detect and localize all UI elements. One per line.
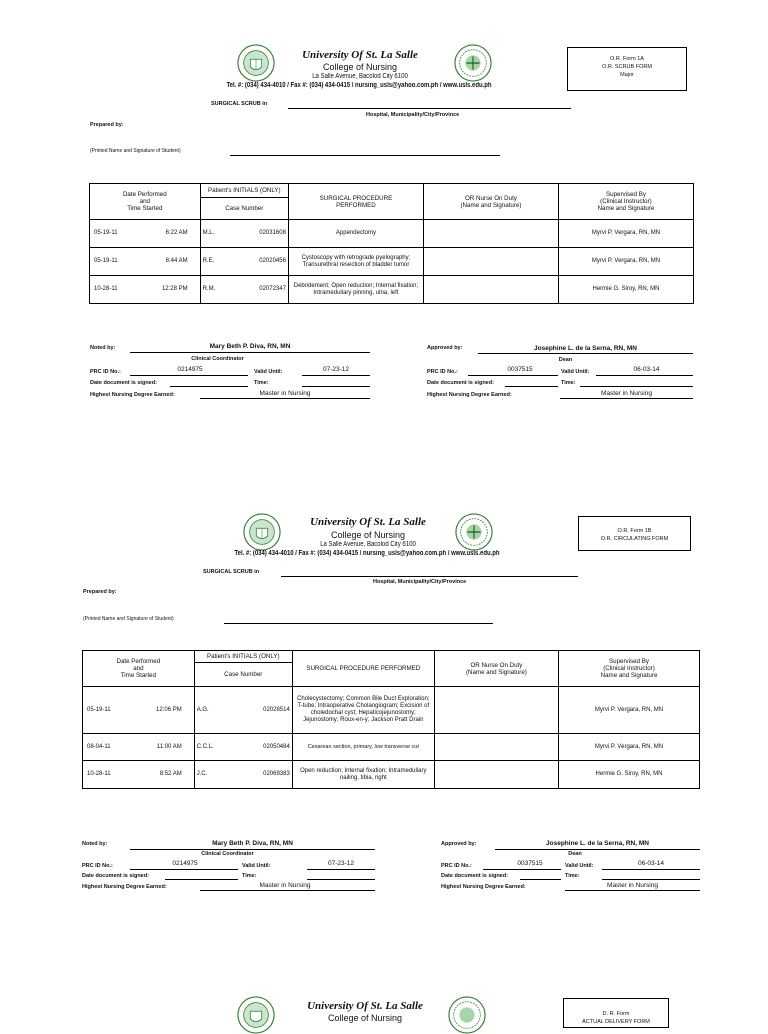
approved-valid-line: [596, 375, 693, 376]
procedure-cell: Open reduction; Internal fixation; Intramedullary nailing, tibia, right: [292, 761, 434, 789]
initials-cell: J.C.: [194, 761, 234, 789]
approved-valid-line: [602, 869, 700, 870]
university-name: University Of St. La Salle: [302, 49, 418, 61]
approved-degree-value: Master in Nursing: [601, 390, 652, 397]
approved-prc-label: PRC ID No.:: [441, 863, 472, 869]
approved-name: Josephine L. de la Serna, RN, MN: [534, 345, 637, 352]
case-cell: 02020456: [239, 248, 289, 276]
approved-title: Dean: [558, 357, 573, 363]
approved-name: Josephine L. de la Serna, RN, MN: [546, 840, 649, 847]
col-procedure-header: SURGICAL PROCEDURE PERFORMED: [288, 184, 423, 220]
noted-degree-value: Master in Nursing: [259, 390, 311, 397]
table-row: [90, 220, 694, 248]
approved-degree-line: [560, 398, 693, 399]
scrub-table: [89, 183, 694, 304]
college-name: College of Nursing: [327, 1013, 403, 1023]
approved-prc-value: 0037515: [507, 366, 533, 373]
or-nurse-cell[interactable]: [423, 248, 558, 276]
approved-date-signed-line[interactable]: [505, 386, 558, 387]
noted-time-label: Time:: [242, 873, 257, 879]
col-procedure-header: SURGICAL PROCEDURE PERFORMED: [292, 651, 434, 687]
or-nurse-cell[interactable]: [434, 734, 558, 761]
approved-date-signed-label: Date document is signed:: [441, 873, 508, 879]
case-cell: 02050484: [234, 734, 292, 761]
hospital-caption: Hospital, Municipality/City/Province: [366, 112, 460, 118]
supervisor-cell: Myrvi P. Vergara, RN, MN: [558, 248, 693, 276]
noted-date-signed-label: Date document is signed:: [82, 873, 149, 879]
university-seal-icon: [237, 44, 275, 82]
noted-valid-line: [302, 375, 370, 376]
col-or-nurse-header: OR Nurse On Duty (Name and Signature): [434, 651, 558, 687]
approved-time-line[interactable]: [580, 386, 693, 387]
noted-degree-label: Highest Nursing Degree Earned:: [90, 392, 175, 398]
form-category: Major: [620, 72, 634, 78]
approved-prc-label: PRC ID No.:: [427, 369, 458, 375]
date-cell: 05-19-11 6:22 AM: [90, 220, 201, 248]
date-cell: 08-04-11 11:00 AM: [83, 734, 195, 761]
col-supervised-header: Supervised By (Clinical Instructor) Name and Signature: [558, 184, 693, 220]
form-id-box: [578, 516, 691, 551]
approved-signature-line[interactable]: [478, 353, 693, 354]
supervisor-cell: Myrvi P. Vergara, RN, MN: [559, 734, 700, 761]
noted-by-label: Noted by:: [82, 841, 108, 847]
date-cell: 05-19-11 12:06 PM: [83, 687, 195, 734]
approved-degree-label: Highest Nursing Degree Earned:: [441, 884, 526, 890]
noted-valid-line: [307, 869, 375, 870]
date-cell: 05-19-11 8:44 AM: [90, 248, 201, 276]
col-date-header: Date Performed and Time Started: [90, 184, 201, 220]
noted-prc-value: 0214975: [172, 860, 198, 867]
table-row: [90, 276, 694, 304]
university-name: University Of St. La Salle: [310, 516, 426, 528]
noted-degree-label: Highest Nursing Degree Earned:: [82, 884, 167, 890]
approved-time-line[interactable]: [602, 879, 700, 880]
or-nurse-cell[interactable]: [423, 220, 558, 248]
approved-prc-line: [468, 375, 558, 376]
nursing-seal-icon: [455, 513, 493, 551]
noted-valid-value: 07-23-12: [322, 366, 350, 373]
hospital-caption: Hospital, Municipality/City/Province: [373, 579, 467, 585]
date-cell: 10-28-11 12:28 PM: [90, 276, 201, 304]
nursing-seal-icon: [454, 44, 492, 82]
or-nurse-cell[interactable]: [434, 687, 558, 734]
university-seal-icon: [237, 996, 275, 1034]
noted-valid-label: Valid Until:: [242, 863, 271, 869]
noted-prc-label: PRC ID No.:: [90, 369, 121, 375]
supervisor-cell: Myrvi P. Vergara, RN, MN: [558, 220, 693, 248]
address: La Salle Avenue, Bacolod City 6100: [320, 541, 416, 548]
college-name: College of Nursing: [330, 530, 406, 540]
university-name: University Of St. La Salle: [307, 1000, 423, 1012]
noted-title: Clinical Coordinator: [201, 851, 254, 857]
col-or-nurse-header: OR Nurse On Duty (Name and Signature): [423, 184, 558, 220]
noted-date-signed-label: Date document is signed:: [90, 380, 157, 386]
col-case-header: Case Number: [194, 663, 292, 687]
table-row: [90, 248, 694, 276]
case-cell: 02031608: [239, 220, 289, 248]
supervisor-cell: Myrvi P. Vergara, RN, MN: [559, 687, 700, 734]
case-cell: 02069383: [234, 761, 292, 789]
noted-degree-value: Master in Nursing: [259, 882, 311, 889]
form-id-box: [567, 47, 687, 91]
surgical-scrub-label: SURGICAL SCRUB in: [211, 101, 268, 107]
circulating-table: [82, 650, 700, 789]
noted-time-line[interactable]: [302, 386, 370, 387]
initials-cell: M.L.: [200, 220, 239, 248]
supervisor-cell: Hermie G. Siroy, RN, MN: [559, 761, 700, 789]
approved-degree-label: Highest Nursing Degree Earned:: [427, 392, 512, 398]
noted-prc-line: [130, 869, 238, 870]
noted-valid-label: Valid Until:: [254, 369, 283, 375]
procedure-cell: Debridement; Open reduction; Internal fixation; Intramedullary pinning, ulna, left: [288, 276, 423, 304]
initials-cell: R.E.: [200, 248, 239, 276]
contact-line: Tel. #: (034) 434-4010 / Fax #: (034) 434-0415 / nursing_usls@yahoo.com.ph / www.usls.edu.ph: [234, 550, 500, 557]
hospital-line[interactable]: [288, 108, 571, 109]
form-number: O.R. Form 1B: [617, 528, 652, 534]
noted-degree-line: [200, 890, 375, 891]
college-name: College of Nursing: [322, 62, 398, 72]
case-cell: 02072347: [239, 276, 289, 304]
noted-name: Mary Beth P. Diva, RN, MN: [212, 840, 293, 847]
col-initials-header: Patient's INITIALS (ONLY): [194, 651, 292, 663]
university-seal-icon: [243, 513, 281, 551]
procedure-cell: Cystoscopy with retrograde pyelography; Transurethral resection of bladder tumor: [288, 248, 423, 276]
nursing-seal-icon: [448, 996, 486, 1034]
initials-cell: C.C.L.: [194, 734, 234, 761]
approved-degree-line: [565, 890, 700, 891]
printed-name-caption: (Printed Name and Signature of Student): [90, 148, 181, 154]
case-cell: 02028514: [234, 687, 292, 734]
hospital-line[interactable]: [281, 576, 578, 577]
procedure-cell: Appendectomy: [288, 220, 423, 248]
printed-name-caption: (Printed Name and Signature of Student): [83, 616, 174, 622]
noted-prc-value: 0214975: [177, 366, 203, 373]
col-supervised-header: Supervised By (Clinical Instructor) Name and Signature: [559, 651, 700, 687]
surgical-scrub-label: SURGICAL SCRUB in: [203, 569, 260, 575]
date-cell: 10-28-11 8:52 AM: [83, 761, 195, 789]
initials-cell: R.M.: [200, 276, 239, 304]
approved-degree-value: Master in Nursing: [607, 882, 658, 889]
noted-by-label: Noted by:: [90, 345, 116, 351]
approved-date-signed-line[interactable]: [520, 879, 561, 880]
form-type: O.R. CIRCULATING FORM: [600, 536, 669, 542]
student-signature-line[interactable]: [224, 623, 493, 624]
procedure-cell: Cholecystectomy; Common Bile Duct Exploration; T-tube; Intraoperative Cholangiogram; Excision of choledochal cyst; Hepaticojejunostomy; Jejunostomy; Roux-en-y; Jackson Pratt Drain: [292, 687, 434, 734]
approved-time-label: Time:: [561, 380, 576, 386]
or-nurse-cell[interactable]: [434, 761, 558, 789]
noted-prc-label: PRC ID No.:: [82, 863, 113, 869]
noted-time-label: Time:: [254, 380, 269, 386]
prepared-by-label: Prepared by:: [83, 589, 117, 595]
col-case-header: Case Number: [200, 198, 288, 220]
approved-valid-label: Valid Until:: [565, 863, 594, 869]
prepared-by-label: Prepared by:: [90, 122, 124, 128]
student-signature-line[interactable]: [230, 155, 500, 156]
approved-prc-line: [483, 869, 561, 870]
supervisor-cell: Hermie G. Siroy, RN, MN: [558, 276, 693, 304]
approved-by-label: Approved by:: [427, 345, 463, 351]
approved-valid-label: Valid Until:: [561, 369, 590, 375]
approved-signature-line[interactable]: [495, 849, 700, 850]
approved-date-signed-label: Date document is signed:: [427, 380, 494, 386]
noted-degree-line: [200, 398, 370, 399]
form-number: D. R. Form: [602, 1011, 630, 1017]
form-type: O.R. SCRUB FORM: [602, 64, 652, 70]
noted-prc-line: [130, 375, 248, 376]
procedure-cell: Cesarean section, primary, low transverse cut: [292, 734, 434, 761]
noted-title: Clinical Coordinator: [191, 356, 244, 362]
noted-date-signed-line[interactable]: [165, 879, 238, 880]
table-row: [83, 761, 700, 789]
noted-valid-value: 07-23-12: [327, 860, 355, 867]
noted-signature-line[interactable]: [130, 849, 375, 850]
noted-name: Mary Beth P. Diva, RN, MN: [209, 343, 291, 350]
approved-valid-value: 06-03-14: [637, 860, 665, 867]
form-type: ACTUAL DELIVERY FORM: [582, 1019, 650, 1025]
approved-title: Dean: [568, 851, 582, 857]
address: La Salle Avenue, Bacolod City 6100: [312, 73, 408, 80]
col-date-header: Date Performed and Time Started: [83, 651, 195, 687]
approved-prc-value: 0037515: [517, 860, 543, 867]
form-number: O.R. Form 1A: [610, 56, 644, 62]
approved-time-label: Time:: [565, 873, 580, 879]
initials-cell: A.G.: [194, 687, 234, 734]
table-row: [83, 687, 700, 734]
noted-signature-line[interactable]: [130, 352, 370, 353]
col-initials-header: Patient's INITIALS (ONLY): [200, 184, 288, 198]
contact-line: Tel. #: (034) 434-4010 / Fax #: (034) 434-0415 / nursing_usls@yahoo.com.ph / www.usls.edu.ph: [226, 82, 492, 89]
or-nurse-cell[interactable]: [423, 276, 558, 304]
approved-valid-value: 06-03-14: [633, 366, 660, 373]
noted-date-signed-line[interactable]: [170, 386, 248, 387]
table-row: [83, 734, 700, 761]
noted-time-line[interactable]: [307, 879, 375, 880]
approved-by-label: Approved by:: [441, 841, 477, 847]
